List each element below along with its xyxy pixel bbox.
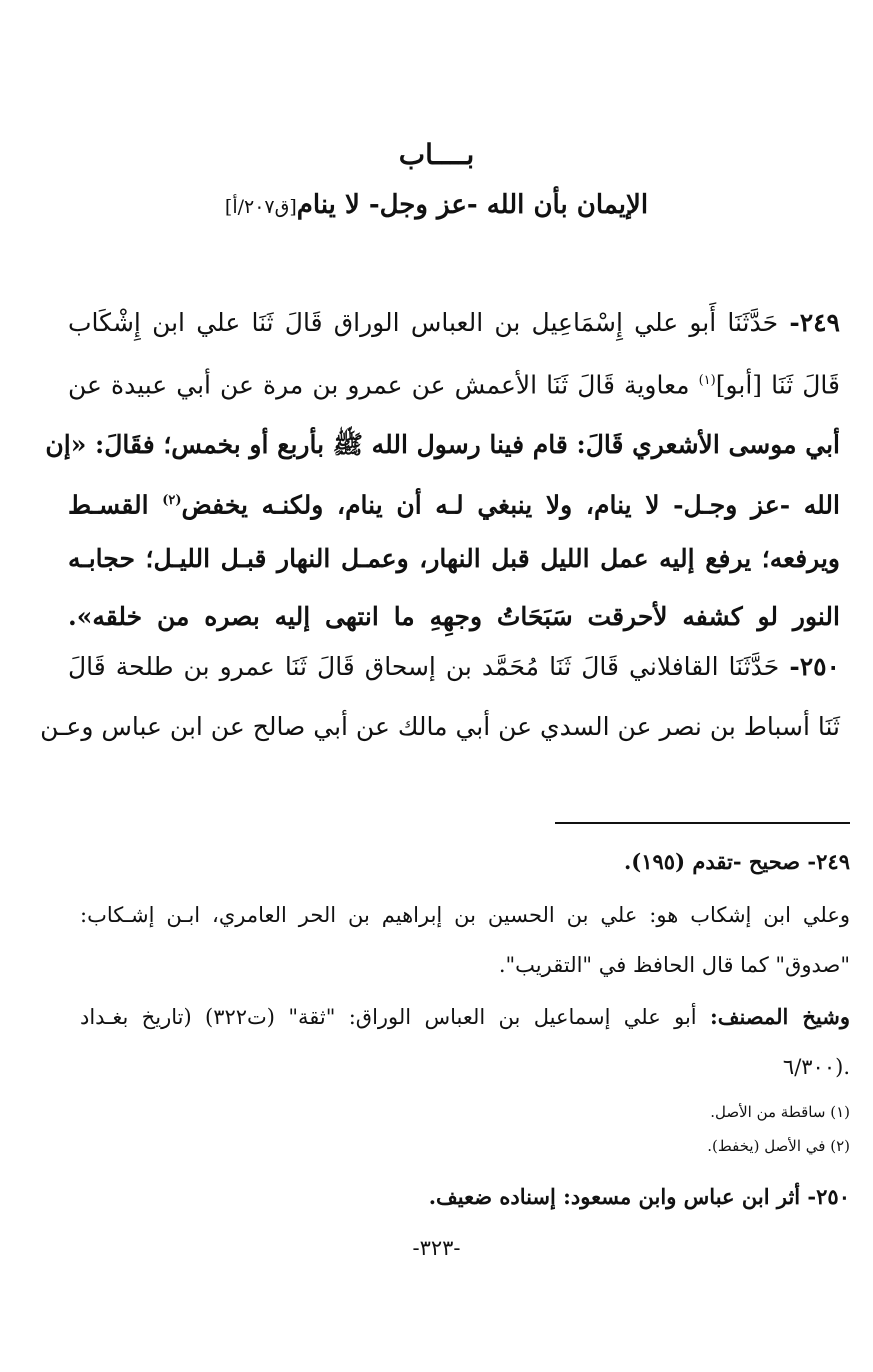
footnote-250 xyxy=(80,1180,850,1214)
hadith-250-text-1: حَدَّثَنَا القافلاني قَالَ ثَنَا مُحَمَّد بن إسحاق قَالَ ثَنَا عمرو بن طلحة قَالَ xyxy=(68,652,780,681)
footnote-250-text: ٢٥٠- أثر ابن عباس وابن مسعود: إسناده ضعيف. xyxy=(428,1184,850,1209)
hadith-250-text-2: ثَنَا أسباط بن نصر عن السدي عن أبي مالك عن أبي صالح عن ابن عباس وعـن xyxy=(40,712,840,741)
hadith-249-text-4b: القسـط xyxy=(68,490,149,520)
footnote-mark-2: (٢) xyxy=(162,493,182,508)
hadith-249-line-2 xyxy=(68,362,840,404)
chapter-title-text: الإيمان بأن الله -عز وجل- لا ينام xyxy=(296,190,649,220)
footnote-note-2: (٢) في الأصل (يخفط). xyxy=(707,1137,850,1155)
footnote-249-author-shaykh-label: وشيخ المصنف: xyxy=(709,1004,850,1029)
hadith-249-number: ٢٤٩- xyxy=(789,308,840,337)
hadith-249-line-3 xyxy=(45,426,840,464)
hadith-249-text-2b: معاوية قَالَ ثَنَا الأعمش عن عمرو بن مرة عن أبي عبيدة عن xyxy=(68,370,690,400)
hadith-250-line-2 xyxy=(40,708,840,746)
footnote-249-head: ٢٤٩- صحيح -تقدم (١٩٥). xyxy=(623,849,850,874)
chapter-label: بــــاب xyxy=(398,138,475,171)
chapter-title xyxy=(120,190,753,220)
page-number: -٣٢٣- xyxy=(412,1236,461,1260)
hadith-249-line-6 xyxy=(68,598,840,636)
hadith-249-text-3: أبي موسى الأشعري قَالَ: قام فينا رسول الله ﷺ بأربع أو بخمس؛ فقَالَ: «إن xyxy=(45,430,840,459)
manuscript-folio-ref: [ق٢٠٧/أ] xyxy=(224,196,297,218)
footnote-249-line-3-text: أبو علي إسماعيل بن العباس الوراق: "ثقة" (ت٣٢٢) (تاريخ بغـداد xyxy=(80,1005,697,1029)
footnote-249-line-2: "صدوق" كما قال الحافظ في "التقريب". xyxy=(498,953,850,977)
footnote-249-line-3 xyxy=(80,1000,850,1034)
hadith-250-line-1 xyxy=(68,648,840,686)
footnote-mark-1: (١) xyxy=(698,373,716,388)
hadith-249-text-2a: قَالَ ثَنَا [أبو] xyxy=(715,370,840,400)
hadith-249-line-1 xyxy=(68,304,840,342)
footnote-divider xyxy=(555,822,850,824)
hadith-249-line-4 xyxy=(68,482,840,524)
hadith-249-text-1: حَدَّثَنَا أَبو علي إِسْمَاعِيل بن العباس الوراق قَالَ ثَنَا علي ابن إِشْكَاب xyxy=(68,308,779,337)
hadith-250-number: ٢٥٠- xyxy=(789,652,840,681)
footnote-note-1: (١) ساقطة من الأصل. xyxy=(710,1103,850,1121)
hadith-249-text-5: ويرفعه؛ يرفع إليه عمل الليل قبل النهار، وعمـل النهار قبـل الليـل؛ حجابـه xyxy=(68,544,840,573)
footnote-249-line-4: ٦/٣٠٠). xyxy=(782,1055,850,1079)
hadith-249-text-6: النور لو كشفه لأحرقت سَبَحَاتُ وجهِهِ ما انتهى إليه بصره من خلقه». xyxy=(68,602,840,631)
hadith-249-line-5 xyxy=(68,540,840,578)
footnote-249-line-1: وعلي ابن إشكاب هو: علي بن الحسين بن إبراهيم بن الحر العامري، ابـن إشـكاب: xyxy=(80,903,850,927)
hadith-249-text-4a: الله -عز وجـل- لا ينام، ولا ينبغي لـه أن ينام، ولكنـه يخفض xyxy=(181,490,840,520)
